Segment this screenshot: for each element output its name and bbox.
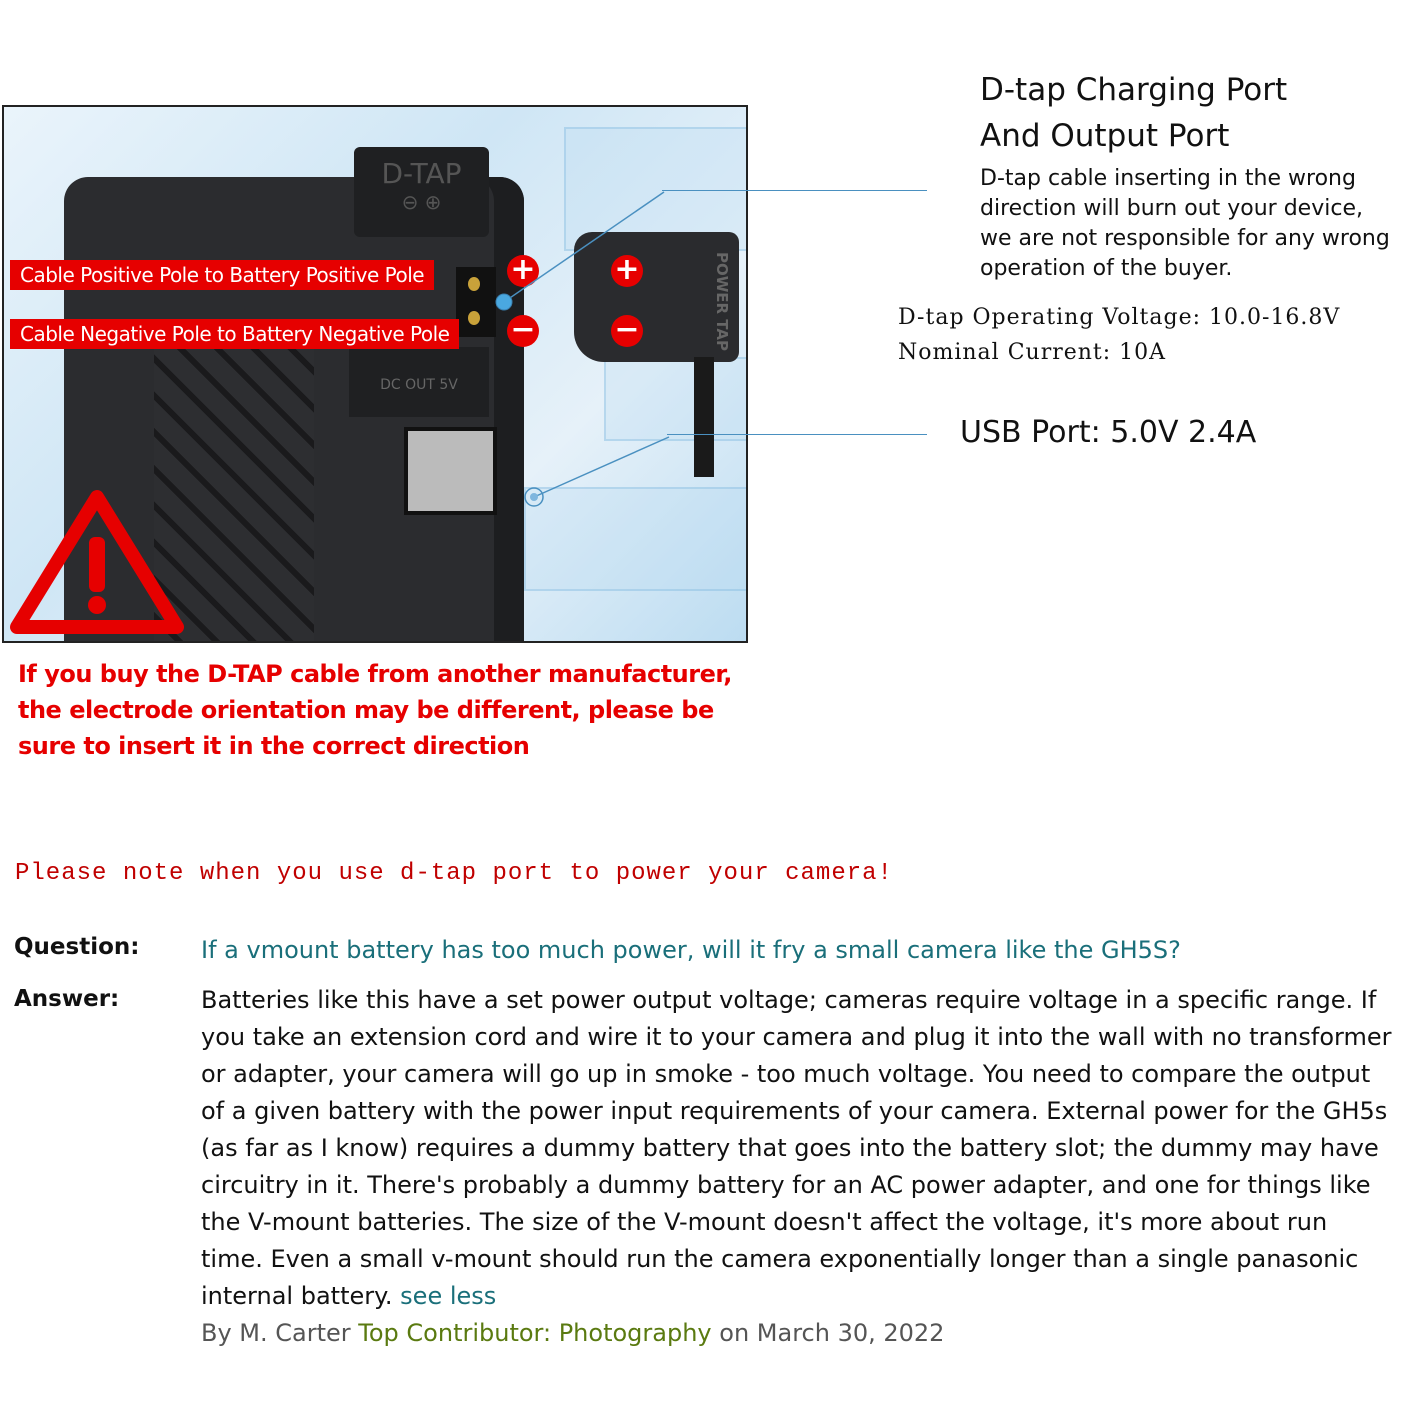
caution-line: the electrode orientation may be different, please be: [18, 696, 714, 724]
answer-author: By M. Carter: [201, 1319, 351, 1347]
usb-cover: DC OUT 5V: [349, 347, 489, 417]
product-photo: [2, 105, 748, 643]
minus-icon: −: [507, 315, 539, 347]
spec-title: D-tap Charging Port: [980, 72, 1288, 108]
warning-line: direction will burn out your device,: [980, 196, 1363, 221]
answer-date: on March 30, 2022: [719, 1319, 945, 1347]
plus-icon: +: [507, 255, 539, 287]
spec-warning: [980, 164, 1390, 284]
answer-line: of a given battery with the power input requirements of your camera. External power for the GH5s: [201, 1097, 1388, 1125]
positive-pole-label: Cable Positive Pole to Battery Positive Pole: [10, 260, 434, 290]
caution-line: sure to insert it in the correct direction: [18, 732, 530, 760]
answer-text: [201, 982, 1391, 1352]
see-less-link[interactable]: see less: [400, 1282, 497, 1310]
voltage-spec: D-tap Operating Voltage: 10.0-16.8V: [898, 305, 1341, 330]
plus-icon: +: [611, 255, 643, 287]
dtap-cover-label: D-TAP: [381, 157, 462, 190]
contributor-badge[interactable]: Top Contributor: Photography: [358, 1319, 712, 1347]
answer-line: time. Even a small v-mount should run the camera exponentially longer than a single panasonic: [201, 1245, 1359, 1273]
answer-line: circuitry in it. There's probably a dummy battery for an AC power adapter, and one for things like: [201, 1171, 1371, 1199]
answer-line: (as far as I know) requires a dummy battery that goes into the battery slot; the dummy may have: [201, 1134, 1379, 1162]
minus-icon: −: [611, 315, 643, 347]
answer-line: you take an extension cord and wire it to your camera and plug it into the wall with no transformer: [201, 1023, 1392, 1051]
answer-line: or adapter, your camera will go up in smoke - too much voltage. You need to compare the output: [201, 1060, 1371, 1088]
warning-line: D-tap cable inserting in the wrong: [980, 166, 1356, 191]
question-link[interactable]: If a vmount battery has too much power, will it fry a small camera like the GH5S?: [201, 936, 1181, 964]
current-spec: Nominal Current: 10A: [898, 340, 1167, 365]
dtap-cover: D-TAP ⊖ ⊕: [354, 147, 489, 237]
callout-line-dtap: [662, 190, 927, 191]
question-label: Question:: [14, 934, 140, 960]
usage-note: Please note when you use d-tap port to power your camera!: [15, 860, 893, 887]
warning-triangle-icon: [9, 487, 184, 637]
caution-line: If you buy the D-TAP cable from another manufacturer,: [18, 660, 732, 688]
answer-line: the V-mount batteries. The size of the V-mount doesn't affect the voltage, it's more about run: [201, 1208, 1328, 1236]
answer-line: internal battery.: [201, 1282, 393, 1310]
negative-pole-label: Cable Negative Pole to Battery Negative Pole: [10, 319, 459, 349]
answer-label: Answer:: [14, 986, 120, 1012]
spec-title: And Output Port: [980, 118, 1230, 154]
warning-line: operation of the buyer.: [980, 256, 1233, 281]
usb-spec: USB Port: 5.0V 2.4A: [960, 415, 1257, 450]
connector-brand: POWER TAP: [713, 252, 731, 351]
callout-line-usb: [667, 434, 927, 435]
warning-line: we are not responsible for any wrong: [980, 226, 1390, 251]
answer-line: Batteries like this have a set power output voltage; cameras require voltage in a specific range. If: [201, 986, 1377, 1014]
